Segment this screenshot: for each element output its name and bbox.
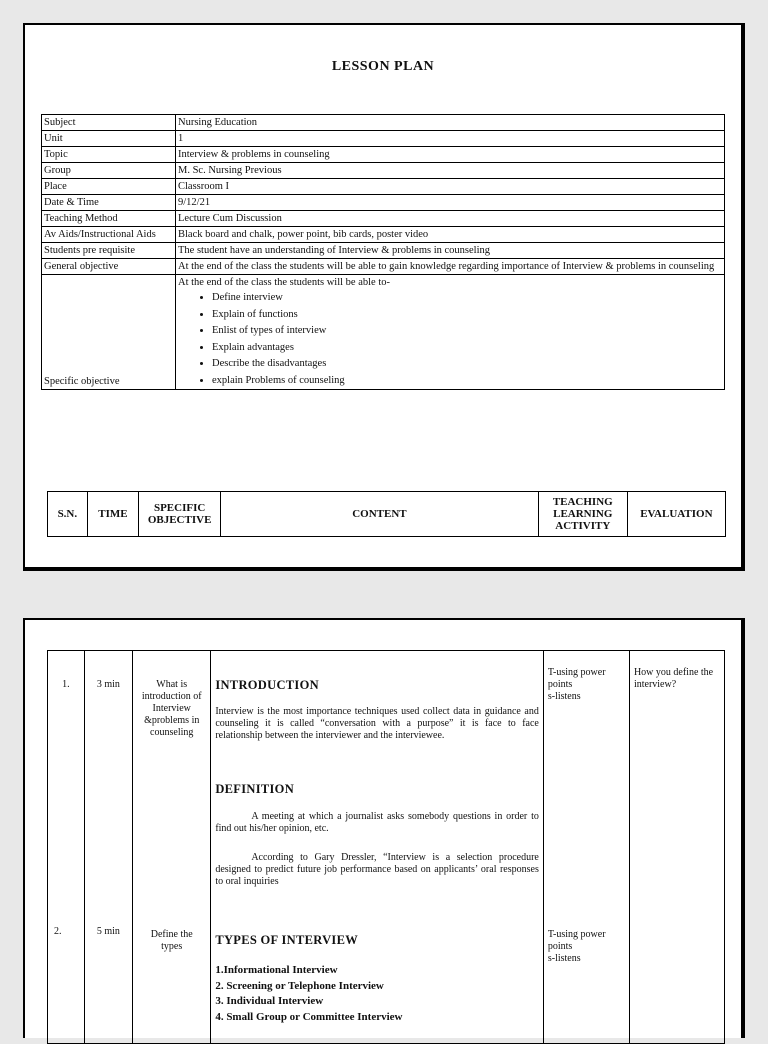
list-item: • Explain advantages xyxy=(212,340,722,357)
info-label: Teaching Method xyxy=(42,211,176,227)
row-2-tla: T-using power points s-listens xyxy=(547,929,606,964)
info-label: Group xyxy=(42,163,176,179)
definition-text-2: According to Gary Dressler, “Interview is a selection procedure designed to predict future job performance based on applicants’ oral responses to oral inquiries xyxy=(215,852,539,887)
header-evaluation: EVALUATION xyxy=(627,492,725,537)
info-value: 1 xyxy=(176,131,725,147)
header-content: CONTENT xyxy=(221,492,539,537)
lesson-plan-page-2 xyxy=(23,618,745,1038)
types-list xyxy=(215,963,402,1025)
list-item: 2. Screening or Telephone Interview xyxy=(215,979,384,992)
row-1-time: 3 min xyxy=(96,679,120,690)
info-value: At the end of the class the students will be able to gain knowledge regarding importance of Interview & problems in counseling xyxy=(176,259,725,275)
info-value: 9/12/21 xyxy=(176,195,725,211)
intro-text: Interview is the most importance techniques used collect data in guidance and counseling it is called “conversation with a purpose” it is face to face relationship between the interviewer and the interviewee. xyxy=(215,706,539,741)
list-item: • Describe the disadvantages xyxy=(212,356,722,373)
specific-objectives-list xyxy=(178,290,722,389)
definition-text-1: A meeting at which a journalist asks somebody questions in order to find out his/her opinion, etc. xyxy=(215,811,539,834)
info-row-specific-objective xyxy=(42,275,725,390)
list-item: 3. Individual Interview xyxy=(215,995,324,1007)
info-row-prerequisite xyxy=(42,243,725,259)
list-item: 4. Small Group or Committee Interview xyxy=(215,1010,403,1023)
info-value: Nursing Education xyxy=(176,115,725,131)
row-1-tla: T-using power points s-listens xyxy=(547,667,606,702)
info-row-topic xyxy=(42,147,725,163)
definition-heading: DEFINITION xyxy=(215,782,295,796)
time-column xyxy=(84,651,133,1044)
objective-column xyxy=(133,651,211,1044)
info-label: Subject xyxy=(42,115,176,131)
tla-column xyxy=(543,651,629,1044)
evaluation-column xyxy=(629,651,724,1044)
info-label: Students pre requisite xyxy=(42,243,176,259)
header-sn: S.N. xyxy=(48,492,88,537)
info-row-unit xyxy=(42,131,725,147)
info-label: Place xyxy=(42,179,176,195)
info-row-place xyxy=(42,179,725,195)
header-specific-objective: SPECIFIC OBJECTIVE xyxy=(139,492,221,537)
row-1-evaluation: How you define the interview? xyxy=(633,667,714,690)
plan-header-table xyxy=(47,491,726,537)
row-1-objective: What is introduction of Interview &problems in counseling xyxy=(141,679,202,738)
info-label: Unit xyxy=(42,131,176,147)
page-title: LESSON PLAN xyxy=(331,59,435,74)
info-value: The student have an understanding of Interview & problems in counseling xyxy=(176,243,725,259)
info-row-av-aids xyxy=(42,227,725,243)
info-row-teaching-method xyxy=(42,211,725,227)
content-column xyxy=(211,651,544,1044)
list-item: • Define interview xyxy=(212,290,722,307)
list-item: 1.Informational Interview xyxy=(215,964,338,976)
info-value: M. Sc. Nursing Previous xyxy=(176,163,725,179)
info-label: Specific objective xyxy=(42,275,176,390)
header-tla: TEACHING LEARNING ACTIVITY xyxy=(538,492,627,537)
header-time: TIME xyxy=(87,492,139,537)
lesson-plan-page-1 xyxy=(23,23,745,571)
info-label: Topic xyxy=(42,147,176,163)
lesson-info-table xyxy=(41,114,725,390)
row-2-time: 5 min xyxy=(96,926,120,937)
info-value: Black board and chalk, power point, bib cards, poster video xyxy=(176,227,725,243)
types-heading: TYPES OF INTERVIEW xyxy=(215,933,359,947)
info-label: General objective xyxy=(42,259,176,275)
info-row-general-objective xyxy=(42,259,725,275)
info-label: Av Aids/Instructional Aids xyxy=(42,227,176,243)
info-row-subject xyxy=(42,115,725,131)
list-item: • Explain of functions xyxy=(212,307,722,324)
row-2-sn: 2. xyxy=(54,926,62,937)
specific-objectives-intro: At the end of the class the students will be able to- xyxy=(178,277,390,288)
info-row-group xyxy=(42,163,725,179)
info-label: Date & Time xyxy=(42,195,176,211)
specific-objectives xyxy=(176,275,725,390)
info-row-date-time xyxy=(42,195,725,211)
row-2-objective: Define the types xyxy=(150,929,193,952)
intro-heading: INTRODUCTION xyxy=(215,678,319,692)
sn-column xyxy=(48,651,85,1044)
info-value: Lecture Cum Discussion xyxy=(176,211,725,227)
row-1-sn: 1. xyxy=(62,679,70,690)
info-value: Classroom I xyxy=(176,179,725,195)
plan-content-table xyxy=(47,650,725,1044)
list-item: • explain Problems of counseling xyxy=(212,373,722,390)
list-item: • Enlist of types of interview xyxy=(212,323,722,340)
info-value: Interview & problems in counseling xyxy=(176,147,725,163)
